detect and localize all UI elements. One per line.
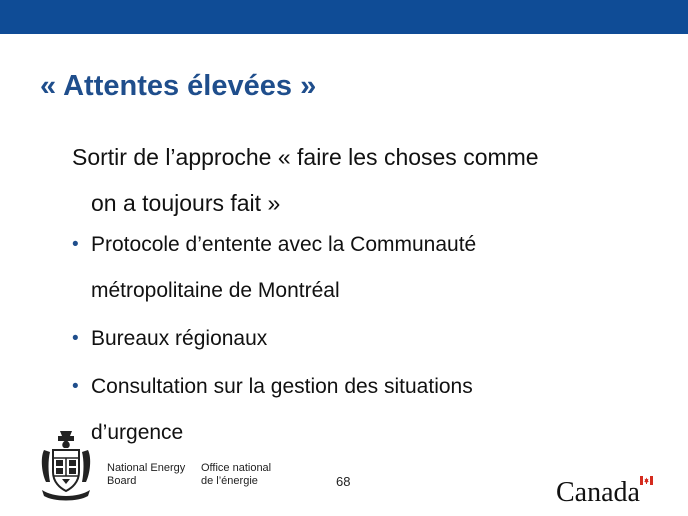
- org-en-line-2: Board: [107, 475, 137, 487]
- coat-of-arms-icon: [38, 428, 94, 502]
- bullet-item: [72, 222, 632, 314]
- organization-name-english: [107, 462, 185, 488]
- canada-wordmark-logo: [556, 474, 656, 504]
- bullet-text-line-1: Protocole d’entente avec la Communauté: [91, 233, 477, 256]
- top-color-band: [0, 0, 688, 34]
- bullet-text-line-2: d’urgence: [91, 421, 184, 444]
- maple-leaf-flag-icon: [640, 476, 653, 485]
- page-number: 68: [336, 474, 351, 489]
- bullet-item: [72, 364, 632, 456]
- bullet-marker: •: [72, 328, 79, 349]
- org-en-line-1: National Energy: [107, 462, 186, 474]
- org-fr-line-1: Office national: [201, 462, 272, 474]
- intro-line-1: Sortir de l’approche « faire les choses comme: [72, 144, 539, 170]
- slide-title: « Attentes élevées »: [40, 70, 317, 102]
- intro-statement: [72, 134, 632, 226]
- wordmark-text: Canada: [556, 477, 640, 504]
- bullet-item: [72, 316, 632, 362]
- bullet-text-line-1: Bureaux régionaux: [91, 327, 268, 350]
- bullet-list: [72, 222, 632, 458]
- bullet-text-line-1: Consultation sur la gestion des situations: [91, 375, 473, 398]
- organization-name-french: [201, 462, 271, 488]
- intro-line-2: on a toujours fait »: [91, 190, 281, 216]
- bullet-text-line-2: métropolitaine de Montréal: [91, 279, 340, 302]
- org-fr-line-2: de l’énergie: [201, 475, 258, 487]
- bullet-marker: •: [72, 234, 79, 255]
- bullet-marker: •: [72, 376, 79, 397]
